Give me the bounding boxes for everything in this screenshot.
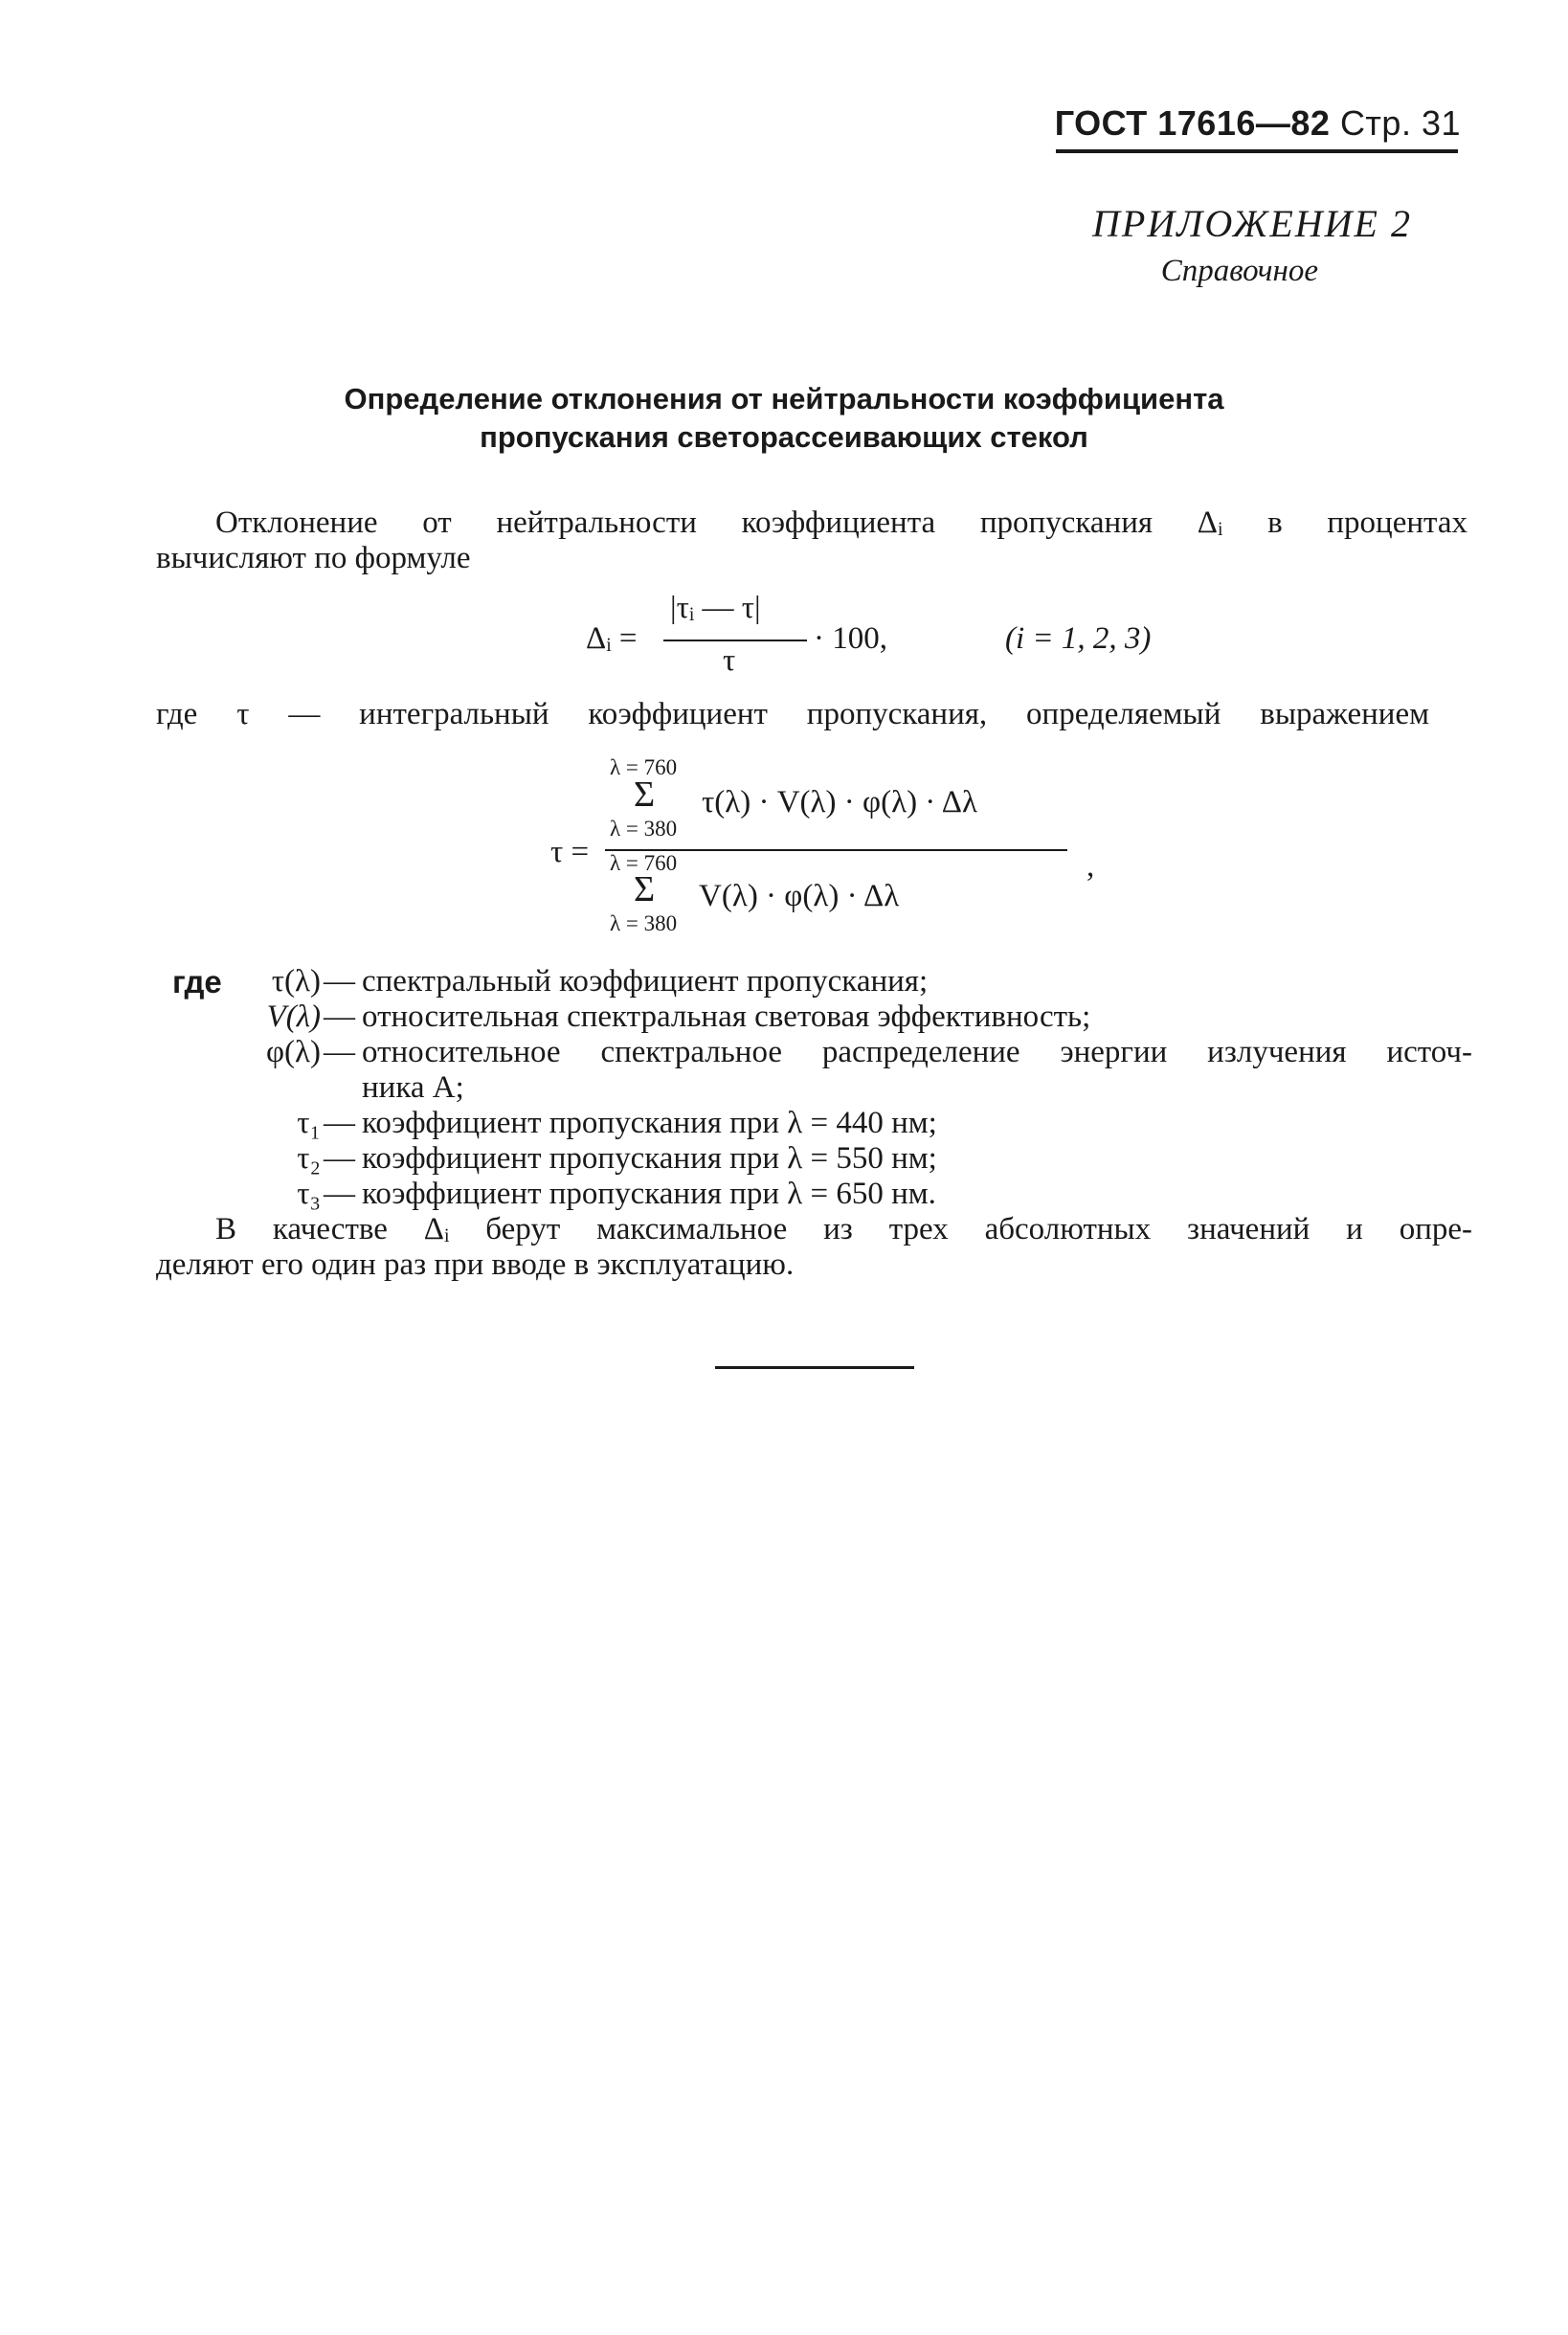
formula2-denominator: V(λ) · φ(λ) · Δλ xyxy=(699,879,900,913)
def-symbol-tau-1: τ₁ xyxy=(297,1106,321,1140)
formula2-den-lower-limit: λ = 380 xyxy=(610,911,678,935)
formula2-num-upper-limit: λ = 760 xyxy=(610,755,678,779)
formula1-denominator: τ xyxy=(723,643,736,678)
section-title-line-1: Определение отклонения от нейтральности коэффициента xyxy=(344,382,1224,415)
def-text-v-lambda: относительная спектральная световая эффективность; xyxy=(362,999,1091,1034)
appendix-kind: Справочное xyxy=(1160,254,1318,288)
intro-line-2: вычисляют по формуле xyxy=(156,541,471,575)
def-symbol-tau-lambda: τ(λ) xyxy=(271,964,321,999)
def-text-tau-lambda: спектральный коэффициент пропускания; xyxy=(362,964,929,999)
def-symbol-tau-2: τ₂ xyxy=(297,1141,321,1176)
formula1-condition: (i = 1, 2, 3) xyxy=(1005,621,1152,656)
page-header xyxy=(1055,103,1461,144)
def-dash: — xyxy=(324,1106,355,1140)
def-dash: — xyxy=(324,964,355,999)
def-text-tau-3: коэффициент пропускания при λ = 650 нм. xyxy=(362,1177,936,1211)
def-text-phi-lambda: относительное спектральное распределение энергии излучения источ- xyxy=(362,1035,1472,1069)
def-symbol-v-lambda: V(λ) xyxy=(266,999,321,1034)
formula2-comma: , xyxy=(1086,849,1095,884)
end-separator xyxy=(715,1366,914,1369)
formula1-fraction-bar xyxy=(663,640,807,641)
standard-number: ГОСТ 17616—82 xyxy=(1054,103,1331,143)
def-dash: — xyxy=(324,1141,355,1176)
def-symbol-phi-lambda: φ(λ) xyxy=(265,1035,321,1069)
page-number: Стр. 31 xyxy=(1339,103,1461,143)
header-rule xyxy=(1056,149,1458,153)
def-dash: — xyxy=(324,999,355,1034)
formula2-numerator: τ(λ) · V(λ) · φ(λ) · Δλ xyxy=(702,785,977,819)
def-dash: — xyxy=(324,1177,355,1211)
intro-line-1: Отклонение от нейтральности коэффициента пропускания Δᵢ в процентах xyxy=(215,505,1467,540)
section-title-line-2: пропускания светорассеивающих стекол xyxy=(480,420,1088,454)
formula2-num-lower-limit: λ = 380 xyxy=(610,817,678,841)
def-text-tau-2: коэффициент пропускания при λ = 550 нм; xyxy=(362,1141,937,1176)
def-text-phi-lambda-cont: ника А; xyxy=(362,1070,464,1105)
formula1-numerator: |τᵢ — τ| xyxy=(670,591,761,625)
final-line-1: В качестве Δᵢ берут максимальное из трех абсолютных значений и опре- xyxy=(215,1212,1472,1246)
formula1-factor: · 100, xyxy=(814,621,887,656)
def-dash: — xyxy=(324,1035,355,1069)
def-text-tau-1: коэффициент пропускания при λ = 440 нм; xyxy=(362,1106,937,1140)
tau-definition-line: где τ — интегральный коэффициент пропускания, определяемый выражением xyxy=(156,697,1429,731)
def-symbol-tau-3: τ₃ xyxy=(297,1177,321,1211)
final-line-2: деляют его один раз при вводе в эксплуатацию. xyxy=(156,1247,795,1282)
formula2-lhs: τ = xyxy=(550,835,590,869)
formula1-lhs: Δᵢ = xyxy=(586,621,638,656)
formula2-num-sigma: Σ xyxy=(634,775,656,815)
formula2-den-upper-limit: λ = 760 xyxy=(610,851,678,875)
appendix-title: ПРИЛОЖЕНИЕ 2 xyxy=(1092,202,1412,245)
formula2-den-sigma: Σ xyxy=(634,869,656,909)
definitions-where: где xyxy=(172,964,222,999)
